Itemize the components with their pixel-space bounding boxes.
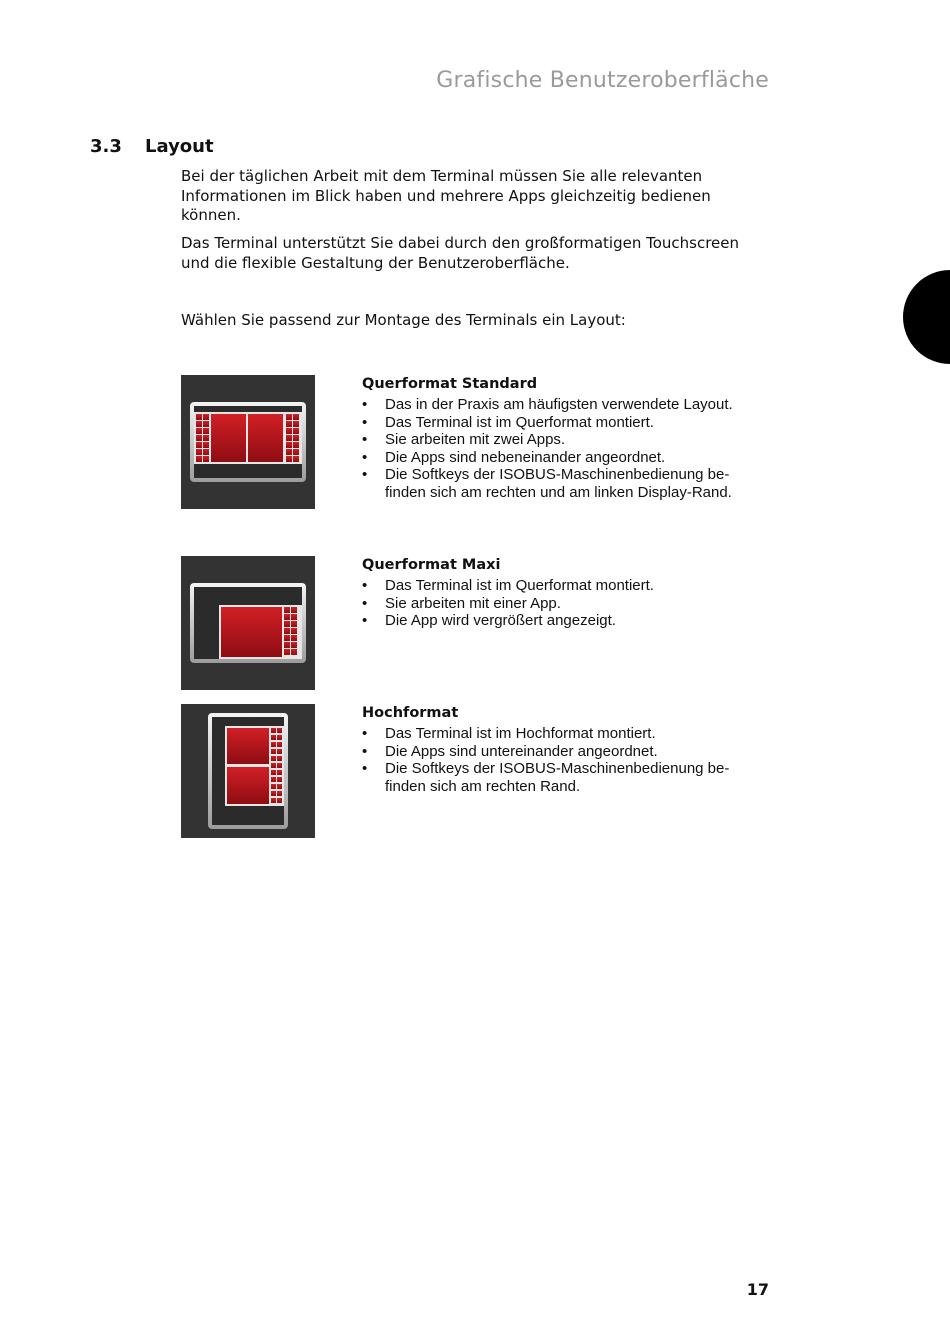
touchscreen-paragraph: Das Terminal unterstützt Sie dabei durch den großformatigen Touchscreen und die flexible Gestaltung der Benutzeroberfläche. [181, 234, 740, 272]
landscape-standard-icon-graphic [181, 375, 315, 509]
section-title: Layout [145, 136, 214, 157]
layout-block-landscape-maxi [362, 556, 762, 630]
list-item: • Das Terminal ist im Querformat montiert. [362, 577, 755, 595]
list-item: • Die Softkeys der ISOBUS-Maschinenbedienung befinden sich am rechten und am linken Display-Rand. [362, 466, 755, 501]
list-item: • Das in der Praxis am häufigsten verwendete Layout. [362, 396, 755, 414]
layout-block-portrait [362, 704, 762, 795]
portrait-icon-graphic [181, 704, 315, 838]
layout-title: Querformat Standard [362, 376, 538, 392]
list-item: • Sie arbeiten mit einer App. [362, 595, 755, 613]
bullet-list [362, 725, 762, 795]
landscape-maxi-icon-graphic [181, 556, 315, 690]
layout-title: Querformat Maxi [362, 557, 501, 573]
list-item: • Die Apps sind untereinander angeordnet. [362, 743, 755, 761]
bullet-list [362, 577, 762, 630]
running-header: Grafische Benutzeroberfläche [436, 68, 769, 93]
portrait-icon [181, 704, 315, 838]
choose-layout-paragraph: Wählen Sie passend zur Montage des Terminals ein Layout: [181, 311, 626, 329]
chapter-tab-marker [903, 270, 950, 364]
list-item: • Das Terminal ist im Querformat montiert. [362, 414, 755, 432]
list-item: • Sie arbeiten mit zwei Apps. [362, 431, 755, 449]
list-item: • Das Terminal ist im Hochformat montiert. [362, 725, 755, 743]
layout-block-landscape-standard [362, 375, 762, 502]
landscape-standard-icon [181, 375, 315, 509]
list-item: • Die Softkeys der ISOBUS-Maschinenbedienung befinden sich am rechten Rand. [362, 760, 755, 795]
list-item: • Die App wird vergrößert angezeigt. [362, 612, 755, 630]
bullet-list [362, 396, 762, 502]
section-number: 3.3 [90, 136, 122, 157]
list-item: • Die Apps sind nebeneinander angeordnet. [362, 449, 755, 467]
layout-title: Hochformat [362, 705, 459, 721]
intro-paragraph: Bei der täglichen Arbeit mit dem Terminal müssen Sie alle relevanten Informationen im Blick haben und mehrere Apps gleichzeitig bedienen können. [181, 167, 711, 224]
page-number: 17 [746, 1280, 769, 1299]
landscape-maxi-icon [181, 556, 315, 690]
